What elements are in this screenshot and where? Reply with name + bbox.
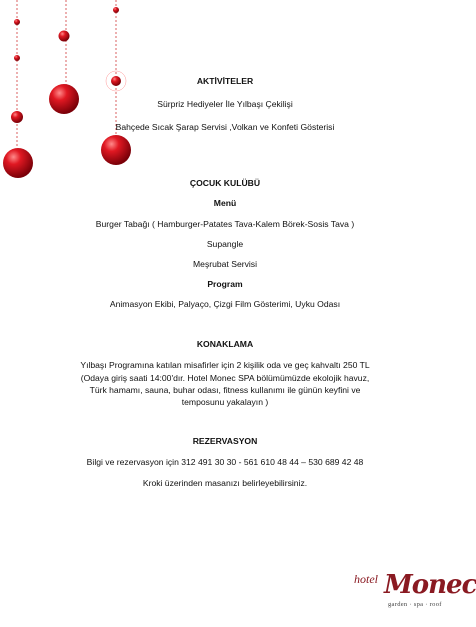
hotel-monec-logo [348, 570, 476, 614]
ornament-bead [14, 55, 20, 61]
accommodation-line: Türk hamamı, sauna, buhar odası, fitness kullanımı ile günün keyfini ve [89, 385, 361, 395]
ornament-bead [11, 111, 23, 123]
kids-club-heading: ÇOCUK KULÜBÜ [189, 178, 261, 188]
activity-item: Sürpriz Hediyeler İle Yılbaşı Çekilişi [157, 99, 293, 109]
ornament-ball [101, 135, 131, 165]
accommodation-line: temposunu yakalayın ) [181, 397, 269, 407]
accommodation-heading: KONAKLAMA [196, 339, 254, 349]
reservation-phones: Bilgi ve rezervasyon için 312 491 30 30 - 561 610 48 44 – 530 689 42 48 [86, 457, 364, 467]
program-text: Animasyon Ekibi, Palyaço, Çizgi Film Gösterimi, Uyku Odası [109, 299, 341, 309]
logo-tagline: garden · spa · roof [388, 601, 442, 608]
menu-item: Meşrubat Servisi [193, 259, 257, 269]
logo-hotel-word: hotel [354, 572, 378, 586]
activities-heading: AKTİVİTELER [196, 76, 254, 86]
accommodation-line: (Odaya giriş saati 14:00'dır. Hotel Monec SPA bölümümüzde ekolojik havuz, [80, 373, 370, 383]
menu-item: Burger Tabağı ( Hamburger-Patates Tava-Kalem Börek-Sosis Tava ) [95, 219, 355, 229]
ornament-bead [113, 7, 119, 13]
ornament-bead [14, 19, 20, 25]
reservation-map-note: Kroki üzerinden masanızı belirleyebilirsiniz. [142, 478, 308, 488]
menu-heading: Menü [213, 198, 237, 208]
logo-name: Monec [384, 570, 476, 600]
accommodation-line: Yılbaşı Programına katılan misafirler için 2 kişilik oda ve geç kahvaltı 250 TL [80, 360, 370, 370]
activity-item: Bahçede Sıcak Şarap Servisi ,Volkan ve Konfeti Gösterisi [115, 122, 335, 132]
reservation-heading: REZERVASYON [192, 436, 258, 446]
program-heading: Program [207, 279, 243, 289]
menu-item: Supangle [206, 239, 244, 249]
ornament-ball [3, 148, 33, 178]
ornament-bead [59, 31, 70, 42]
